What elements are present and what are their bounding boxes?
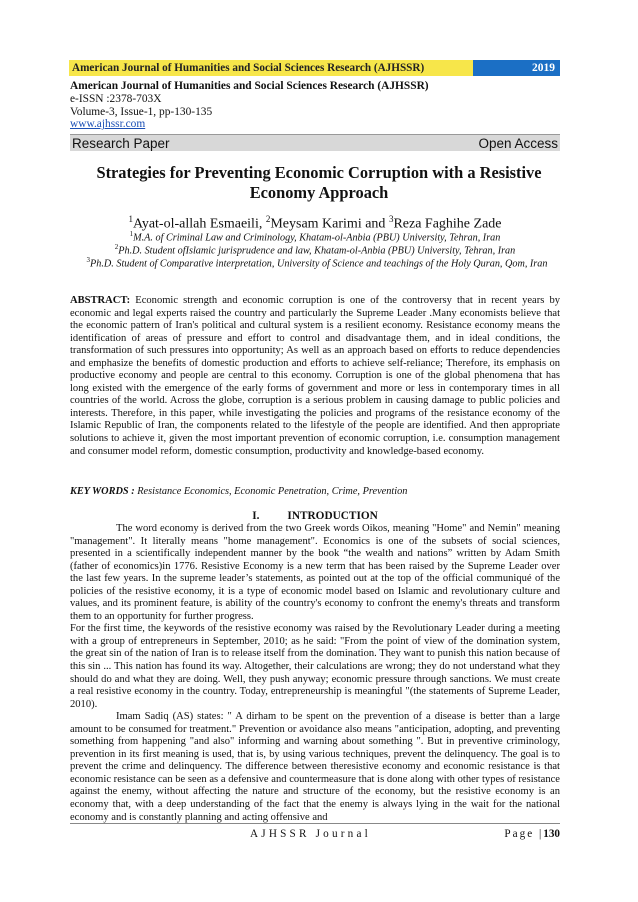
footer-page-label: Page |	[504, 828, 544, 840]
paper-type: Research Paper	[72, 135, 170, 151]
footer-page-number: 130	[543, 828, 560, 840]
paper-title: Strategies for Preventing Economic Corruption with a Resistive Economy Approach	[96, 163, 542, 202]
journal-website-link[interactable]: www.ajhssr.com	[70, 118, 146, 131]
keywords-text: Resistance Economics, Economic Penetration, Crime, Prevention	[134, 486, 408, 497]
affiliation-sup: 3	[86, 256, 91, 264]
keywords	[70, 486, 560, 497]
intro-paragraph-3: Imam Sadiq (AS) states: " A dirham to be spent on the prevention of a disease is better than a large amount to be consumed for treatment." Prevention or avoidance also means "anticipation, adopting, and preventing something from happening "and also" informing and warning about something ". But in preventive criminology, prevention in its first meaning is used, that is, by using various techniques, prevent the delinquency. The goal is to prevent the crime and delinquency. The difference between theresistive economy and economic resistance is that economic resistance can be seen as a defensive and countermeasure that is done along with other types of resistance against the enemy, without affecting the nature and structure of the economy, but the resistive economy is an economy that, with a deep understanding of the fact that the enemy is always lying in the wait for the national economy and is constantly planning and acting offensive and	[70, 711, 560, 823]
author-3: Reza Faghihe Zade	[393, 216, 502, 232]
journal-name: American Journal of Humanities and Social Sciences Research (AJHSSR)	[70, 80, 429, 92]
affiliation-3	[82, 254, 552, 270]
introduction-body	[70, 523, 560, 824]
intro-paragraph-1: The word economy is derived from the two Greek words Oikos, meaning "Home" and Nemin" meaning "management". It literally means "home management". Economics is one of the subsets of social sciences, presented in a scientifically independent manner by the book “the wealth and nations” written by Adam Smith (father of economics)in 1776. Resistive Economy is a new term that has been raised by the Supreme Leader over the last few years. In the supreme leader’s statements, as pointed out at the top of the official communiqué of the policies of the resistive economy, it is a type of economic model based on Islamic and revolutionary culture and values, and its prominent feature, is ability of the country's economy to confront the enemy's threats and transform them to an opportunity for further progress.	[70, 523, 560, 622]
section-number: I.	[252, 510, 260, 522]
author-sup-2: 2	[265, 214, 271, 224]
affiliation-sup: 2	[114, 243, 119, 251]
affiliation-sup: 1	[129, 230, 134, 238]
issn: e-ISSN :2378-703X	[70, 92, 162, 105]
banner-journal-title: American Journal of Humanities and Social Sciences Research (AJHSSR)	[69, 60, 473, 76]
author-sup-3: 3	[388, 214, 394, 224]
affiliation-text: Ph.D. Student of Comparative interpretation, University of Science and teachings of the Holy Quran, Qom, Iran	[90, 258, 548, 270]
paper-type-bar	[70, 134, 560, 151]
author-1: Ayat-ol-allah Esmaeili,	[133, 216, 266, 232]
author-sup-1: 1	[128, 214, 133, 224]
affiliation-text: Ph.D. Student ofIslamic jurisprudence and law, Khatam-ol-Anbia (PBU) University, Tehran, Iran	[118, 245, 516, 257]
section-title: INTRODUCTION	[287, 510, 378, 522]
abstract	[70, 295, 560, 458]
intro-paragraph-2: For the first time, the keywords of the resistive economy was raised by the Revolutionary Leader during a meeting with a group of entrepreneurs in September, 2010; as he said: "From the point of view of the domination system, the great sin of the nation of Iran is to release itself from the domination. They want to punish this nation because of this sin ... This nation has found its way. Altogether, their calculations are wrong; they do not understand what they should do and what they are doing. Well, they push anyway; economic pressure through sanctions. We must create a real resistive economy in the country. Today, entrepreneurship is meaningful "(the statements of Supreme Leader, 2010).	[70, 623, 560, 710]
affiliation-text: M.A. of Criminal Law and Criminology, Khatam-ol-Anbia (PBU) University, Tehran, Iran	[133, 232, 501, 244]
author-2: Meysam Karimi and	[270, 216, 389, 232]
access-type: Open Access	[478, 135, 558, 151]
keywords-label: KEY WORDS :	[70, 486, 135, 497]
abstract-label: ABSTRACT:	[70, 295, 131, 306]
footer-page	[504, 828, 560, 840]
banner-year: 2019	[473, 60, 560, 76]
journal-banner	[69, 60, 560, 76]
footer-journal: AJHSSR Journal	[250, 828, 371, 840]
footer-divider	[70, 823, 560, 824]
abstract-text: Economic strength and economic corruption is one of the controversy that in recent years by economic and legal experts raised the country and particularly the Supreme Leader .Many economists believe that the economic pattern of Iran's political and cultural system is a resilient economy. Resistance economy means the identification of areas of pressure and effort to control and disadvantage them, and in ideal conditions, the transformation of such pressures into opportunity; As well as an approach based on efforts to reduce dependencies and emphasize the benefits of domestic production and efforts to achieve self-reliance; Therefore, its emphasis on productive economy and people are central to this economy. Corruption is one of the global phenomena that has long existed with the emergence of the early forms of government and more or less in contemporary times in all countries of the world. Across the globe, corruption is a serious problem in causing damage to public policies and interests. Therefore, in this paper, while investigating the policies and programs of the resistance economy of the Islamic Republic of Iran, the components related to the lifestyle of the people are identified. And then appropriate solutions to achieve it, given the most important prevention of economic corruption, i.e. consumption management and consumer model reform, domestic consumption, productivity and knowledge-based economy.	[70, 295, 560, 457]
journal-header	[70, 80, 560, 131]
section-heading	[70, 510, 560, 522]
volume-info: Volume-3, Issue-1, pp-130-135	[70, 105, 213, 118]
